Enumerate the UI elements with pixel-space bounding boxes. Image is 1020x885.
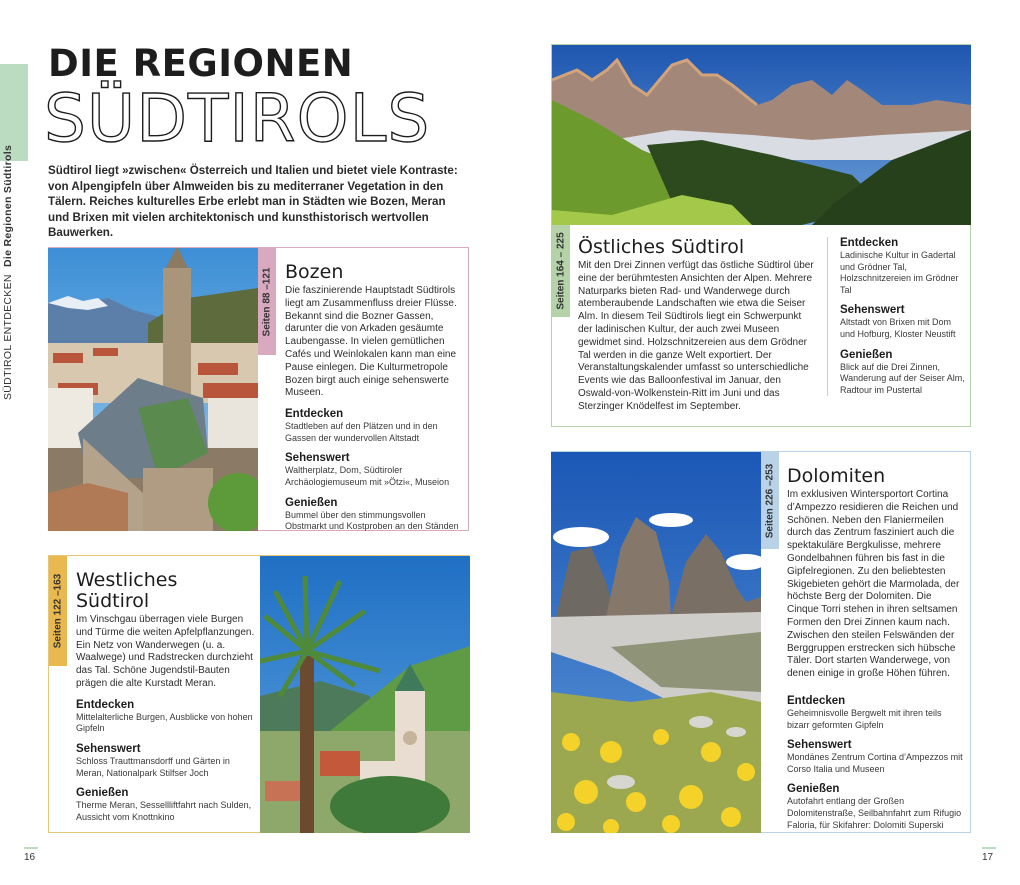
section-entdecken: Entdecken Geheimnisvolle Bergwelt mit ihren teils bizarr geformten Gipfeln [787,694,942,730]
page-title-line1: DIE REGIONEN [48,42,354,85]
region-description: Mit den Drei Zinnen verfügt das östliche Südtirol über eine der berühmtesten Ansichten der Alpen. Mehrere Naturparks bieten Rad- und Wanderwege durch atemberaubende Landschaften wie etwa die Seiser Alm. In diesem Teil Südtirols liegt ein Schwerpunkt der ladinischen Kultur, der auch zwei Museen gewidmet sind. Holzschnitzereien aus dem Grödner Tal werden in die ganze Welt exportiert. Der Veranstaltungskalender umfasst so unterschiedliche Events wie das Balloonfestival im Januar, den Oswald-von-Wolkenstein-Ritt im Juni und das Sterzinger Knödelfest im September. [578,260,814,412]
page-title-line2: SÜDTIROLS [44,80,431,157]
drei-zinnen-flowers-photo [551,452,761,833]
region-text [787,466,965,831]
page-number-right: 17 [982,852,994,863]
page-number-left: 16 [24,852,36,863]
page-range-tab: Seiten 164 – 225 [552,225,570,317]
region-title: Dolomiten [787,465,886,487]
running-header-section: SÜDTIROL ENTDECKEN [2,274,14,400]
region-description: Im exklusiven Wintersportort Cortina d’Ampezzo residieren die Reichen und Schönen. Neben den Flaniermeilen durch das Zentrum fasziniert auch die spektakuläre Bergkulisse, mehrere Gondelbahnen führen bis fast in die Gipfelregionen. Zu den beliebtesten Skigebieten gehört die Marmolada, der höchste Berg der Dolomiten. Die Cinque Torri stehen in ihren seltsamen Formen den Drei Zinnen kaum nach. Zwischen den steilen Felswänden der Berggruppen erstrecken sich hübsche Täler. Dort starten Wanderwege, von denen einige in große Höhen führen. [787,489,960,680]
region-description: Die faszinierende Hauptstadt Südtirols liegt am Zusammenfluss dreier Flüsse. Bekannt sind die Bozner Gassen, darunter die von Arkaden gesäumte Laubengasse. In vielen gemütlichen Cafés und Weinlokalen kann man eine Pause einlegen. Die Kulturmetropole Bozen birgt auch einige sehenswerte Museen. [285,285,457,399]
region-title: Bozen [285,261,344,283]
section-geniessen: Genießen Blick auf die Drei Zinnen, Wanderung auf der Seiser Alm, Radtour im Pustertal [840,348,965,395]
region-text [578,237,818,414]
section-entdecken: Entdecken Stadtleben auf den Plätzen und in den Gassen der wundervollen Altstadt [285,408,438,443]
section-sehenswert: Sehenswert Schloss Trauttmansdorff und Gärten in Meran, Nationalpark Stilfser Joch [76,742,230,778]
section-entdecken: Entdecken Mittelalterliche Burgen, Ausblicke von hohen Gipfeln [76,698,253,734]
region-card-oestliches-suedtirol [551,44,971,427]
section-entdecken: Entdecken Ladinische Kultur in Gadertal und Grödner Tal, Holzschnitzereien im Grödner Tal [840,237,959,295]
region-title: Östliches Südtirol [578,236,745,258]
page-range-tab: Seiten 226 –253 [761,452,779,549]
intro-paragraph: Südtirol liegt »zwischen« Österreich und Italien und bietet viele Kontraste: von Alpengipfeln über Almweiden bis zu mediterraner Vegetation in den Tälern. Reiches kulturelles Erbe erlebt man in Städten wie Bozen, Meran und Brixen mit vielen architektonisch und kunsthistorisch wertvollen Bauwerken. [48,164,458,239]
running-header-chapter: Die Regionen Südtirols [2,144,14,267]
section-geniessen: Genießen Autofahrt entlang der Großen Dolomitenstraße, Seilbahnfahrt zum Rifugio Faloria, für Skifahrer: Dolomiti Superski [787,783,962,830]
region-title: Westliches Südtirol [76,569,178,612]
region-description: Im Vinschgau überragen viele Burgen und Türme die weiten Apfelpflanzungen. Ein Netz von Wanderwegen (u. a. Waalwege) und Radstrecken durchzieht das Tal. Schöne Jugendstil-Bauten prägen die alte Kurstadt Meran. [76,614,255,689]
region-card-dolomiten [551,451,971,833]
page-range-tab: Seiten 88 –121 [258,248,276,355]
section-geniessen: Genießen Therme Meran, Sessellliftfahrt nach Sulden, Aussicht vom Knottnkino [76,787,252,822]
section-sehenswert: Sehenswert Mondänes Zentrum Cortina d’Ampezzos mit Corso Italia und Museen [787,739,963,774]
region-highlights [827,237,967,396]
page-range-tab: Seiten 122 –163 [49,556,67,666]
section-sehenswert: Sehenswert Waltherplatz, Dom, Südtiroler Archäologiemuseum mit »Ötzi«, Museion [285,452,450,487]
section-geniessen: Genießen Bummel über den stimmungsvollen Obstmarkt und Kostproben an den Ständen [285,496,459,532]
geisler-peaks-photo [552,45,971,225]
section-sehenswert: Sehenswert Altstadt von Brixen mit Dom und Hofburg, Kloster Neustift [840,304,956,339]
